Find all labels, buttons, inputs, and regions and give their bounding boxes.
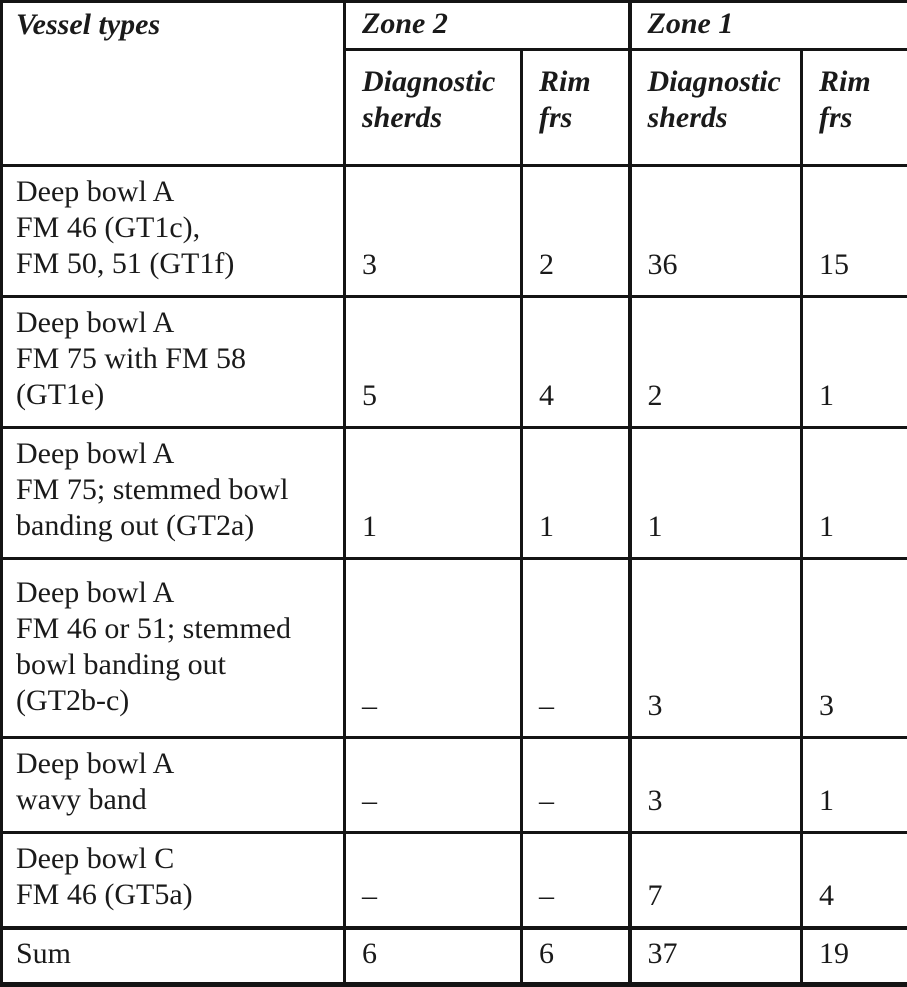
sum-label-cell: Sum [2,928,345,985]
table-body [2,166,907,985]
value-cell: 36 [630,166,802,297]
value-cell: 3 [345,166,522,297]
value-cell: 3 [802,559,907,738]
value-cell: 6 [522,928,630,985]
value-cell: 5 [345,297,522,428]
value-cell: – [522,559,630,738]
vessel-type-row [2,833,907,929]
value-cell: – [345,833,522,929]
sum-row [2,928,907,985]
value-cell: 4 [802,833,907,929]
value-cell: – [522,738,630,833]
value-cell: 1 [802,738,907,833]
value-cell: 1 [802,428,907,559]
vessel-type-label-cell: Deep bowl A FM 46 (GT1c), FM 50, 51 (GT1f) [2,166,345,297]
header-zone1-diagnostic-sherds: Diagnostic sherds [630,50,802,166]
header-zone1-rim-frs: Rim frs [802,50,907,166]
value-cell: 19 [802,928,907,985]
header-zone-1: Zone 1 [630,2,907,50]
zone-header-row [2,2,907,50]
value-cell: 15 [802,166,907,297]
vessel-type-label-cell: Deep bowl A FM 75 with FM 58 (GT1e) [2,297,345,428]
value-cell: 37 [630,928,802,985]
vessel-type-row [2,428,907,559]
value-cell: 7 [630,833,802,929]
header-zone-2: Zone 2 [345,2,630,50]
value-cell: 6 [345,928,522,985]
value-cell: – [345,738,522,833]
vessel-type-label-cell: Deep bowl C FM 46 (GT5a) [2,833,345,929]
vessel-type-row [2,738,907,833]
value-cell: 1 [802,297,907,428]
value-cell: – [522,833,630,929]
header-vessel-types: Vessel types [2,2,345,166]
value-cell: 1 [630,428,802,559]
value-cell: 3 [630,559,802,738]
value-cell: – [345,559,522,738]
vessel-type-label-cell: Deep bowl A FM 46 or 51; stemmed bowl banding out (GT2b-c) [2,559,345,738]
value-cell: 4 [522,297,630,428]
value-cell: 2 [522,166,630,297]
header-zone2-diagnostic-sherds: Diagnostic sherds [345,50,522,166]
table-header [2,2,907,166]
value-cell: 1 [522,428,630,559]
value-cell: 2 [630,297,802,428]
vessel-type-row [2,559,907,738]
vessel-type-row [2,166,907,297]
vessel-type-label-cell: Deep bowl A wavy band [2,738,345,833]
vessel-type-row [2,297,907,428]
value-cell: 3 [630,738,802,833]
header-zone2-rim-frs: Rim frs [522,50,630,166]
vessel-type-label-cell: Deep bowl A FM 75; stemmed bowl banding out (GT2a) [2,428,345,559]
value-cell: 1 [345,428,522,559]
